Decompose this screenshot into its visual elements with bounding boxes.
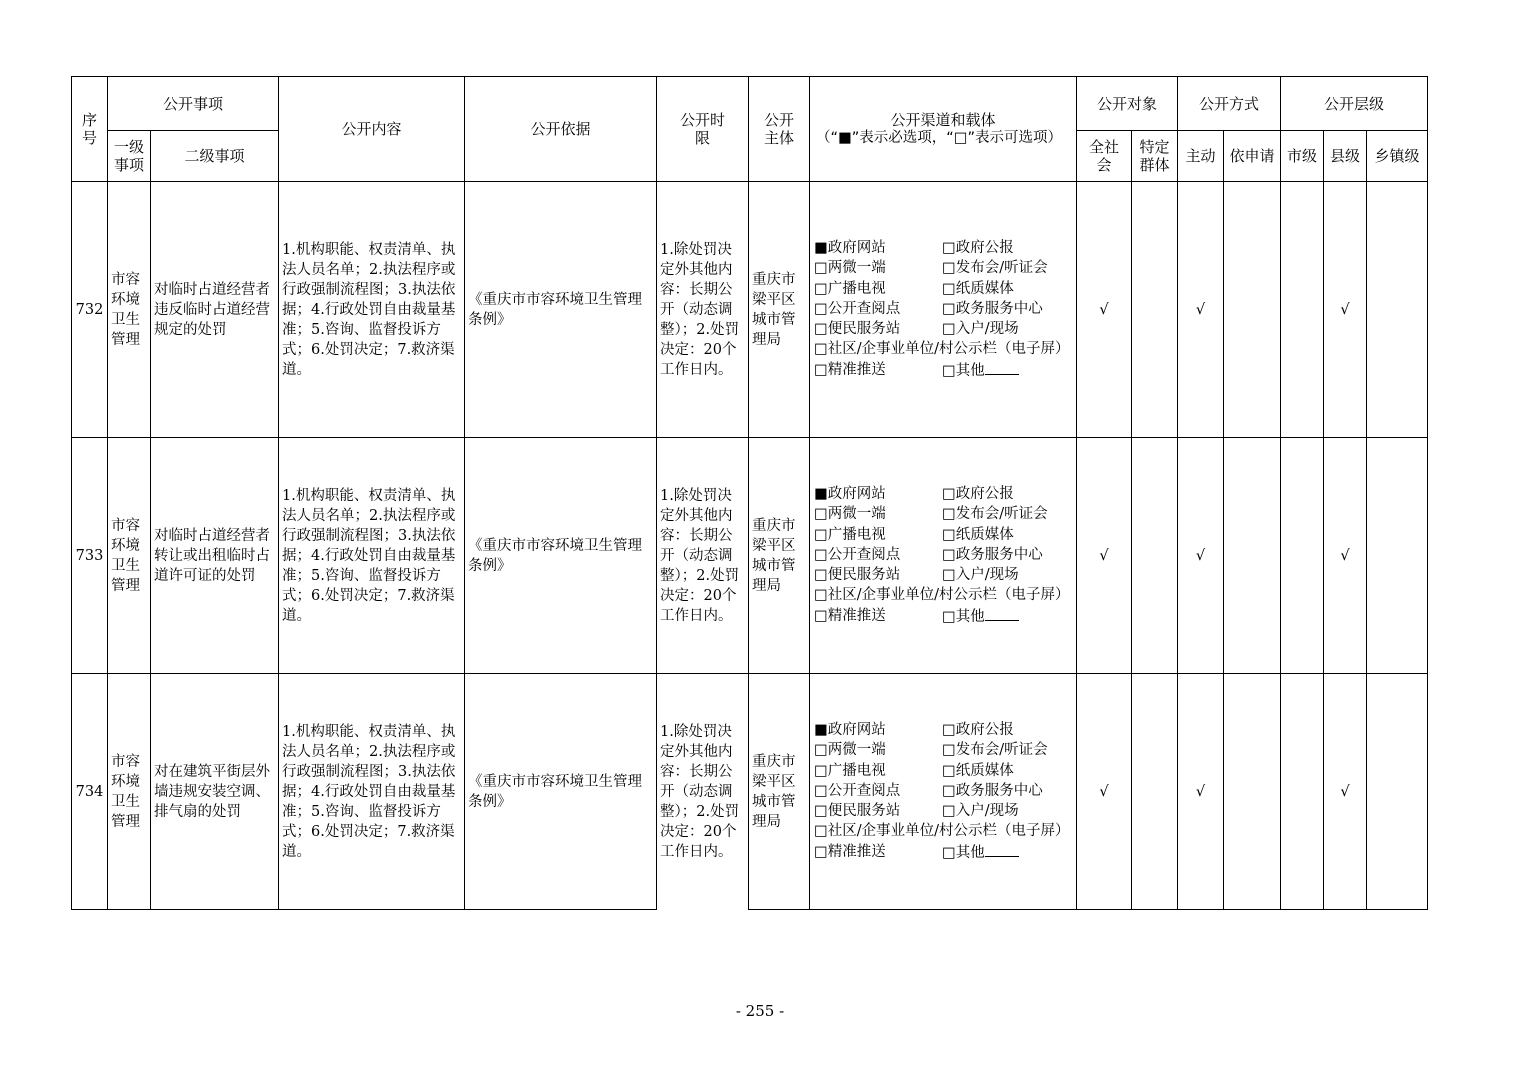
channel-option: □精准推送 [814, 361, 886, 378]
row-mode-apply [1224, 438, 1281, 674]
header-mode-active: 主动 [1178, 131, 1224, 182]
channel-option: ■政府网站 [814, 721, 886, 738]
header-level2: 二级事项 [151, 131, 279, 182]
channel-option: □发布会/听证会 [942, 506, 1048, 523]
row-level1: 市容环境卫生管理 [108, 438, 151, 674]
row-channels [810, 438, 1077, 674]
channel-option-other: □其他 [942, 606, 1072, 627]
header-level1: 一级事项 [108, 131, 151, 182]
row-content: 1.机构职能、权责清单、执法人员名单；2.执法程序或行政强制流程图；3.执法依据；4.行政处罚自由裁量基准；5.咨询、监督投诉方式；6.处罚决定；7.救济渠道。 [279, 674, 465, 910]
header-items-group: 公开事项 [108, 77, 279, 131]
channel-option: □公开查阅点 [814, 782, 901, 799]
row-target-all: √ [1077, 438, 1132, 674]
channel-option: □入户/现场 [942, 567, 1019, 584]
row-target-all: √ [1077, 182, 1132, 438]
header-mode-group: 公开方式 [1178, 77, 1281, 131]
row-level1: 市容环境卫生管理 [108, 674, 151, 910]
header-level-city: 市级 [1281, 131, 1324, 182]
row-content: 1.机构职能、权责清单、执法人员名单；2.执法程序或行政强制流程图；3.执法依据；4.行政处罚自由裁量基准；5.咨询、监督投诉方式；6.处罚决定；7.救济渠道。 [279, 182, 465, 438]
page-number: - 255 - [735, 1002, 785, 1020]
channel-option: □发布会/听证会 [942, 742, 1048, 759]
row-level2: 对临时占道经营者转让或出租临时占道许可证的处罚 [151, 438, 279, 674]
row-level2: 对临时占道经营者违反临时占道经营规定的处罚 [151, 182, 279, 438]
blank-line [985, 606, 1019, 621]
header-mode-apply: 依申请 [1224, 131, 1281, 182]
table-row [72, 438, 1428, 674]
channel-option: □社区/企事业单位/村公示栏（电子屏） [814, 341, 1070, 358]
header-channel-note: （“■”表示必选项，“□”表示可选项） [816, 129, 1062, 146]
row-level-county: √ [1324, 182, 1367, 438]
row-level-town [1367, 438, 1428, 674]
channel-option: □政府公报 [942, 239, 1014, 256]
row-basis: 《重庆市市容环境卫生管理条例》 [465, 674, 657, 910]
row-channels [810, 182, 1077, 438]
header-target-specific: 特定群体 [1132, 131, 1178, 182]
channel-option-other: □其他 [942, 842, 1072, 863]
header-time-limit: 公开时限 [657, 77, 749, 182]
table-row [72, 674, 1428, 910]
row-level-town [1367, 674, 1428, 910]
row-mode-apply [1224, 182, 1281, 438]
row-mode-active: √ [1178, 182, 1224, 438]
channel-option: □政府公报 [942, 485, 1014, 502]
channel-option: □便民服务站 [814, 803, 901, 820]
channel-option: □精准推送 [814, 607, 886, 624]
blank-line [985, 360, 1019, 375]
row-target-specific [1132, 438, 1178, 674]
channel-option: □精准推送 [814, 843, 886, 860]
row-mode-active: √ [1178, 674, 1224, 910]
row-level-county: √ [1324, 674, 1367, 910]
row-level-county: √ [1324, 438, 1367, 674]
header-seq: 序号 [72, 77, 108, 182]
channel-option: □广播电视 [814, 526, 886, 543]
channel-option: □纸质媒体 [942, 526, 1014, 543]
row-seq: 733 [72, 438, 108, 674]
row-level-city [1281, 438, 1324, 674]
row-basis: 《重庆市市容环境卫生管理条例》 [465, 438, 657, 674]
header-level-group: 公开层级 [1281, 77, 1428, 131]
header-target-all: 全社会 [1077, 131, 1132, 182]
blank-line [985, 842, 1019, 857]
header-basis: 公开依据 [465, 77, 657, 182]
channel-option: □政务服务中心 [942, 300, 1043, 317]
header-level-town: 乡镇级 [1367, 131, 1428, 182]
channel-option: □纸质媒体 [942, 762, 1014, 779]
header-subject: 公开主体 [749, 77, 810, 182]
row-target-specific [1132, 182, 1178, 438]
row-basis: 《重庆市市容环境卫生管理条例》 [465, 182, 657, 438]
row-level-city [1281, 674, 1324, 910]
channel-option: □公开查阅点 [814, 546, 901, 563]
row-seq: 732 [72, 182, 108, 438]
channel-option: □广播电视 [814, 280, 886, 297]
header-target-group: 公开对象 [1077, 77, 1178, 131]
row-time-limit: 1.除处罚决定外其他内容：长期公开（动态调整）；2.处罚决定：20个工作日内。 [657, 182, 749, 438]
row-subject: 重庆市梁平区城市管理局 [749, 438, 810, 674]
row-level1: 市容环境卫生管理 [108, 182, 151, 438]
row-mode-apply [1224, 674, 1281, 910]
row-level-city [1281, 182, 1324, 438]
channel-option: □公开查阅点 [814, 300, 901, 317]
channel-option: □社区/企事业单位/村公示栏（电子屏） [814, 587, 1070, 604]
row-target-all: √ [1077, 674, 1132, 910]
row-time-limit: 1.除处罚决定外其他内容：长期公开（动态调整）；2.处罚决定：20个工作日内。 [657, 438, 749, 674]
channel-option: □入户/现场 [942, 803, 1019, 820]
channel-option: □入户/现场 [942, 321, 1019, 338]
row-level2: 对在建筑平街层外墙违规安装空调、排气扇的处罚 [151, 674, 279, 910]
row-content: 1.机构职能、权责清单、执法人员名单；2.执法程序或行政强制流程图；3.执法依据；4.行政处罚自由裁量基准；5.咨询、监督投诉方式；6.处罚决定；7.救济渠道。 [279, 438, 465, 674]
disclosure-table [71, 76, 1428, 910]
channel-option: □两微一端 [814, 742, 886, 759]
header-channel-title: 公开渠道和载体 [890, 110, 996, 129]
channel-option: ■政府网站 [814, 239, 886, 256]
channel-option: □社区/企事业单位/村公示栏（电子屏） [814, 823, 1070, 840]
channel-option: □政务服务中心 [942, 546, 1043, 563]
channel-option: □两微一端 [814, 506, 886, 523]
row-subject: 重庆市梁平区城市管理局 [749, 182, 810, 438]
channel-option: □政务服务中心 [942, 782, 1043, 799]
header-content: 公开内容 [279, 77, 465, 182]
channel-option: □广播电视 [814, 762, 886, 779]
channel-option-other: □其他 [942, 360, 1072, 381]
row-subject: 重庆市梁平区城市管理局 [749, 674, 810, 910]
table-row [72, 182, 1428, 438]
channel-option: □发布会/听证会 [942, 260, 1048, 277]
row-seq: 734 [72, 674, 108, 910]
channel-option: □两微一端 [814, 260, 886, 277]
channel-option: □政府公报 [942, 721, 1014, 738]
row-mode-active: √ [1178, 438, 1224, 674]
header-channel [810, 77, 1077, 182]
channel-option: □便民服务站 [814, 321, 901, 338]
row-target-specific [1132, 674, 1178, 910]
channel-option: □纸质媒体 [942, 280, 1014, 297]
row-channels [810, 674, 1077, 910]
row-time-limit: 1.除处罚决定外其他内容：长期公开（动态调整）；2.处罚决定：20个工作日内。 [657, 674, 749, 910]
channel-option: ■政府网站 [814, 485, 886, 502]
header-level-county: 县级 [1324, 131, 1367, 182]
row-level-town [1367, 182, 1428, 438]
channel-option: □便民服务站 [814, 567, 901, 584]
